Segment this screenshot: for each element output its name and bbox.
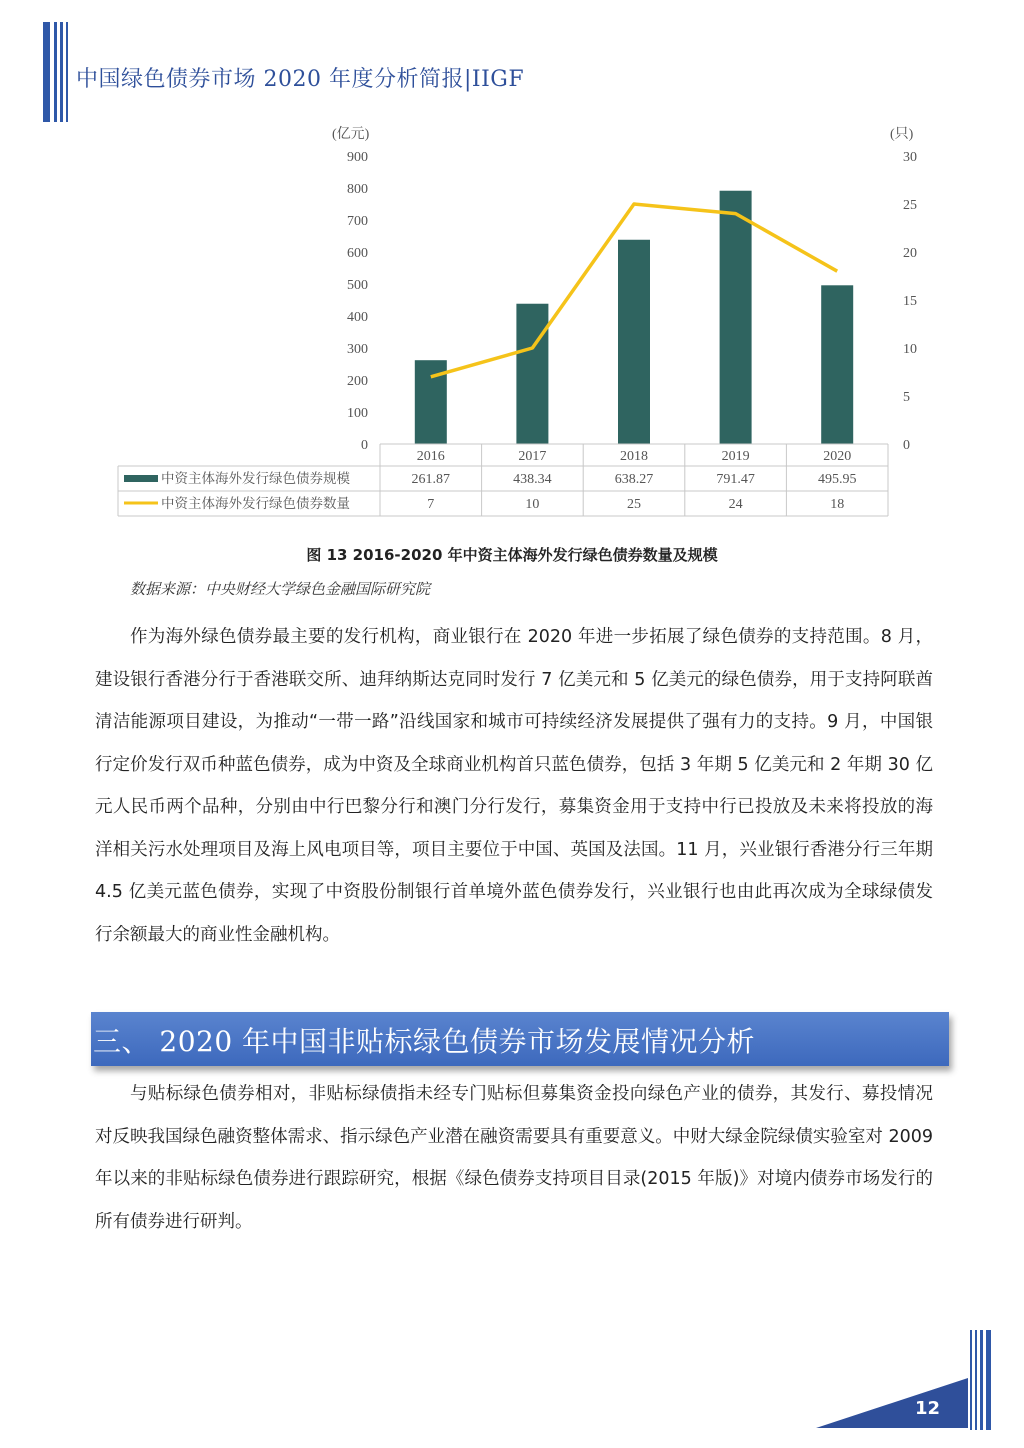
left-tick-label: 800 (347, 182, 368, 197)
section-heading-bar (91, 1012, 949, 1066)
section-heading: 三、 2020 年中国非贴标绿色债券市场发展情况分析 (93, 1025, 756, 1058)
data-label: 18 (830, 497, 845, 512)
bar (821, 285, 853, 444)
data-label: 495.95 (817, 472, 857, 487)
right-tick-label: 0 (903, 438, 910, 453)
right-tick-label: 25 (903, 198, 917, 213)
x-tick-label: 2020 (823, 449, 852, 464)
right-tick-label: 15 (903, 294, 917, 309)
left-tick-label: 300 (347, 342, 368, 357)
left-tick-label: 400 (347, 310, 368, 325)
x-tick-label: 2016 (416, 449, 445, 464)
bar (516, 304, 548, 444)
legend-label: 中资主体海外发行绿色债券数量 (161, 496, 350, 512)
x-tick-label: 2017 (518, 449, 547, 464)
right-axis-unit: (只) (890, 127, 914, 142)
page-number: 12 (915, 1398, 941, 1419)
right-tick-label: 20 (903, 246, 917, 261)
body-paragraph-2: 与贴标绿色债券相对，非贴标绿债指未经专门贴标但募集资金投向绿色产业的债券，其发行、募投情况对反映我国绿色融资整体需求、指示绿色产业潜在融资需要具有重要意义。中财大绿金院绿债实验室对 2009 年以来的非贴标绿色债券进行跟踪研究，根据《绿色债券支持项目目录(2015 年版)》对境内债券市场发行的所有债券进行研判。 (95, 1084, 933, 1232)
data-label: 10 (525, 497, 540, 512)
header-title: 中国绿色债券市场 2020 年度分析简报|IIGF (76, 67, 525, 92)
data-label: 24 (728, 497, 743, 512)
left-tick-label: 500 (347, 278, 368, 293)
left-tick-label: 100 (347, 406, 368, 421)
page-number-triangle (816, 1378, 968, 1428)
data-label: 25 (627, 497, 641, 512)
figure-caption: 图 13 2016-2020 年中资主体海外发行绿色债券数量及规模 (306, 546, 718, 564)
data-label: 7 (427, 497, 435, 512)
right-tick-label: 5 (903, 390, 910, 405)
left-tick-label: 200 (347, 374, 368, 389)
data-label: 638.27 (614, 472, 654, 487)
data-label: 261.87 (411, 472, 451, 487)
body-paragraph-1: 作为海外绿色债券最主要的发行机构，商业银行在 2020 年进一步拓展了绿色债券的支持范围。8 月，建设银行香港分行于香港联交所、迪拜纳斯达克同时发行 7 亿美元和 5 亿美元的绿色债券，用于支持阿联酋清洁能源项目建设，为推动“一带一路”沿线国家和城市可持续经济发展提供了强有力的支持。9 月，中国银行定价发行双币种蓝色债券，成为中资及全球商业机构首只蓝色债券，包括 3 年期 5 亿美元和 2 年期 30 亿元人民币两个品种，分别由中行巴黎分行和澳门分行发行，募集资金用于支持中行已投放及未来将投放的海洋相关污水处理项目及海上风电项目等，项目主要位于中国、英国及法国。11 月，兴业银行香港分行三年期 4.5 亿美元蓝色债券，实现了中资股份制银行首单境外蓝色债券发行，兴业银行也由此再次成为全球绿债发行余额最大的商业性金融机构。 (95, 627, 933, 945)
legend-swatch-bar (124, 475, 158, 482)
left-tick-label: 0 (361, 438, 368, 453)
left-tick-label: 900 (347, 150, 368, 165)
figure-source: 数据来源：中央财经大学绿色金融国际研究院 (130, 580, 431, 598)
bar (618, 240, 650, 444)
left-tick-label: 700 (347, 214, 368, 229)
chart-figure (110, 118, 917, 528)
x-tick-label: 2019 (721, 449, 750, 464)
left-tick-label: 600 (347, 246, 368, 261)
bar (720, 191, 752, 444)
legend-label: 中资主体海外发行绿色债券规模 (161, 471, 350, 487)
left-axis-unit: (亿元) (332, 127, 370, 142)
right-tick-label: 10 (903, 342, 917, 357)
x-tick-label: 2018 (620, 449, 648, 464)
data-label: 438.34 (513, 472, 552, 487)
right-tick-label: 30 (903, 150, 917, 165)
footer-decoration (970, 1330, 990, 1430)
data-label: 791.47 (716, 472, 755, 487)
